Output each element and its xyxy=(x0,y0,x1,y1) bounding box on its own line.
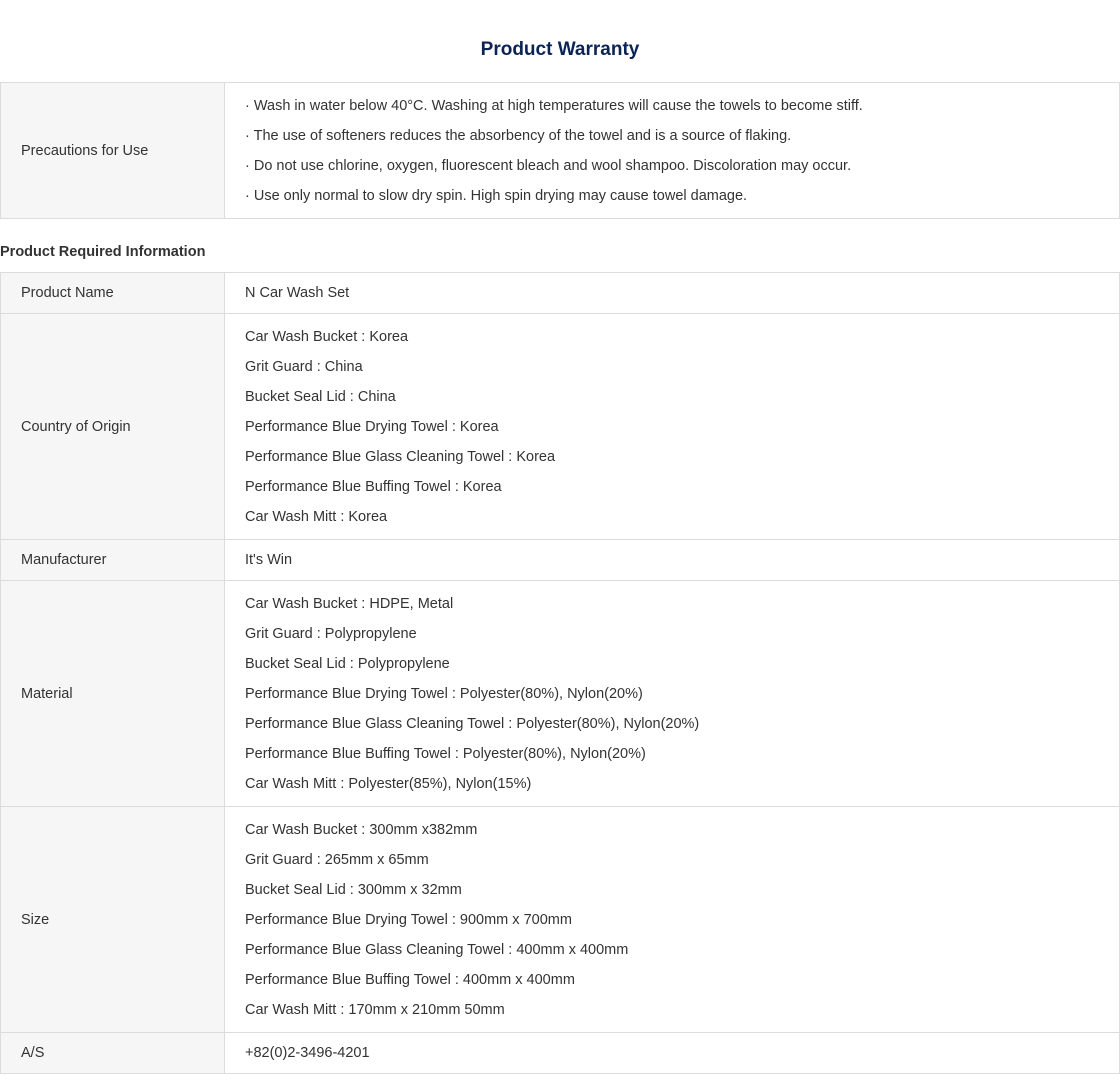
after-service-value xyxy=(225,1033,1120,1074)
precautions-label: Precautions for Use xyxy=(1,83,225,219)
precautions-row xyxy=(1,83,1120,219)
product-name-value xyxy=(225,273,1120,314)
precautions-list xyxy=(225,83,1120,219)
table-row-size xyxy=(1,807,1120,1033)
material-line: Car Wash Mitt : Polyester(85%), Nylon(15%) xyxy=(245,776,532,792)
material-label: Material xyxy=(1,581,225,807)
material-line: Grit Guard : Polypropylene xyxy=(245,626,417,642)
after-service-phone: +82(0)2-3496-4201 xyxy=(245,1045,370,1061)
material-line: Performance Blue Glass Cleaning Towel : Polyester(80%), Nylon(20%) xyxy=(245,716,700,732)
origin-line: Performance Blue Buffing Towel : Korea xyxy=(245,479,502,495)
table-row-manufacturer xyxy=(1,540,1120,581)
table-row-material xyxy=(1,581,1120,807)
after-service-label: A/S xyxy=(1,1033,225,1074)
country-of-origin-value xyxy=(225,314,1120,540)
material-line: Car Wash Bucket : HDPE, Metal xyxy=(245,596,454,612)
precaution-item: · Use only normal to slow dry spin. High spin drying may cause towel damage. xyxy=(245,188,748,204)
size-line: Grit Guard : 265mm x 65mm xyxy=(245,852,429,868)
origin-line: Performance Blue Drying Towel : Korea xyxy=(245,419,499,435)
material-line: Performance Blue Buffing Towel : Polyester(80%), Nylon(20%) xyxy=(245,746,646,762)
origin-line: Performance Blue Glass Cleaning Towel : Korea xyxy=(245,449,556,465)
size-line: Performance Blue Glass Cleaning Towel : 400mm x 400mm xyxy=(245,942,629,958)
material-line: Performance Blue Drying Towel : Polyester(80%), Nylon(20%) xyxy=(245,686,643,702)
size-line: Car Wash Mitt : 170mm x 210mm 50mm xyxy=(245,1002,505,1018)
section-title-required-info: Product Required Information xyxy=(0,244,206,260)
size-line: Car Wash Bucket : 300mm x382mm xyxy=(245,822,478,838)
material-line: Bucket Seal Lid : Polypropylene xyxy=(245,656,450,672)
origin-line: Grit Guard : China xyxy=(245,359,363,375)
size-value xyxy=(225,807,1120,1033)
precaution-item: · Do not use chlorine, oxygen, fluorescent bleach and wool shampoo. Discoloration may occur. xyxy=(245,158,852,174)
size-line: Bucket Seal Lid : 300mm x 32mm xyxy=(245,882,462,898)
origin-line: Car Wash Bucket : Korea xyxy=(245,329,409,345)
precaution-item: · The use of softeners reduces the absorbency of the towel and is a source of flaking. xyxy=(245,128,792,144)
precautions-table xyxy=(0,82,1120,219)
table-row-after-service xyxy=(1,1033,1120,1074)
size-line: Performance Blue Buffing Towel : 400mm x 400mm xyxy=(245,972,575,988)
page-title: Product Warranty xyxy=(480,39,640,60)
table-row-country-of-origin xyxy=(1,314,1120,540)
manufacturer-value xyxy=(225,540,1120,581)
manufacturer-label: Manufacturer xyxy=(1,540,225,581)
product-name-label: Product Name xyxy=(1,273,225,314)
required-info-table xyxy=(0,272,1120,1074)
product-name-text: N Car Wash Set xyxy=(245,285,350,301)
origin-line: Car Wash Mitt : Korea xyxy=(245,509,388,525)
material-value xyxy=(225,581,1120,807)
country-of-origin-label: Country of Origin xyxy=(1,314,225,540)
size-label: Size xyxy=(1,807,225,1033)
origin-line: Bucket Seal Lid : China xyxy=(245,389,396,405)
table-row-product-name xyxy=(1,273,1120,314)
precaution-item: · Wash in water below 40°C. Washing at high temperatures will cause the towels to become stiff. xyxy=(245,98,863,114)
size-line: Performance Blue Drying Towel : 900mm x 700mm xyxy=(245,912,572,928)
manufacturer-text: It's Win xyxy=(245,552,293,568)
